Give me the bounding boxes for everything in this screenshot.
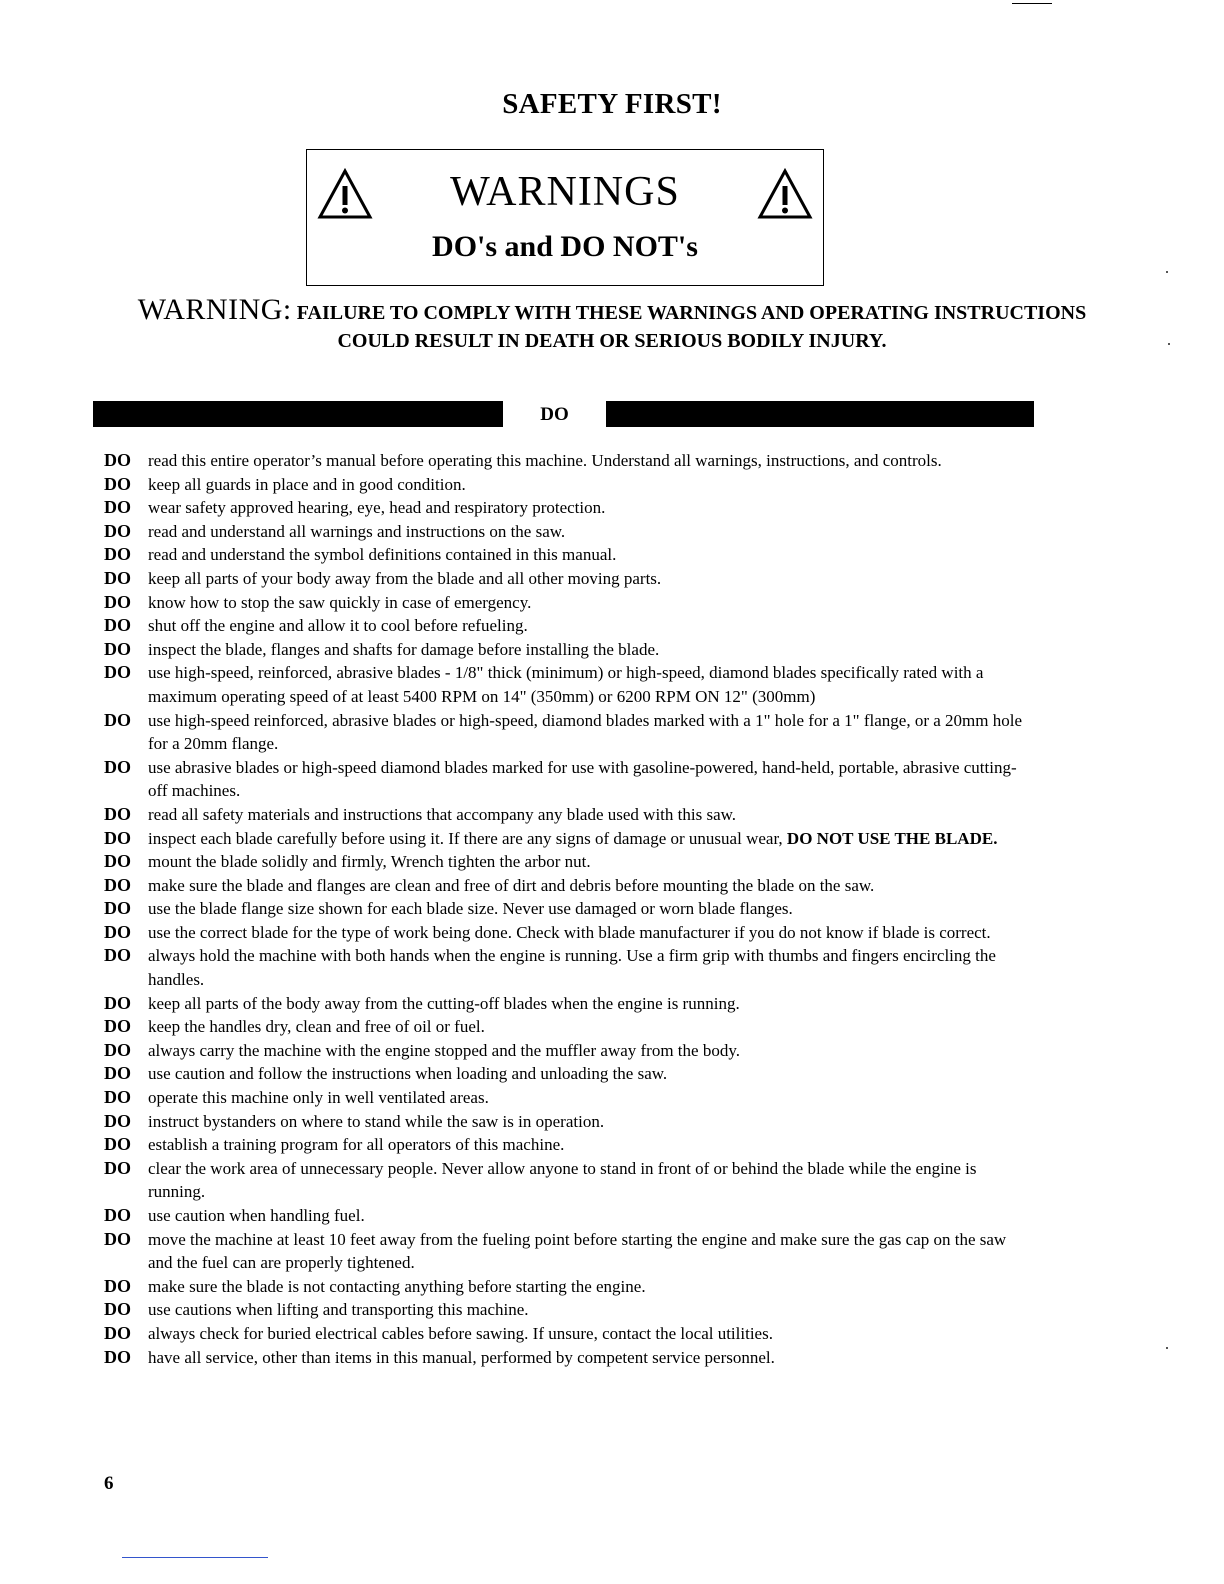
do-label: DO xyxy=(104,544,131,565)
do-text-emphasis: DO NOT USE THE BLADE. xyxy=(786,828,998,848)
do-text-body: shut off the engine and allow it to cool before refueling. xyxy=(148,616,528,636)
do-text-body: use the blade flange size shown for each blade size. Never use damaged or worn blade flanges. xyxy=(148,899,793,919)
do-item xyxy=(104,1204,1024,1228)
do-text xyxy=(148,1346,1024,1370)
do-text-body: instruct bystanders on where to stand while the saw is in operation. xyxy=(148,1111,605,1131)
do-text-body: use caution when handling fuel. xyxy=(148,1206,365,1225)
do-item xyxy=(104,1275,1024,1299)
do-label: DO xyxy=(104,921,131,942)
do-label: DO xyxy=(104,1228,131,1249)
do-item xyxy=(104,944,1024,991)
do-label: DO xyxy=(104,520,131,541)
do-text xyxy=(148,944,1024,991)
do-label: DO xyxy=(104,1346,131,1367)
scan-artifact xyxy=(1168,343,1170,345)
do-item xyxy=(104,1157,1024,1204)
do-label: DO xyxy=(104,898,131,919)
do-label: DO xyxy=(104,874,131,895)
do-text-body: read and understand the symbol definitions contained in this manual. xyxy=(148,545,617,565)
do-item xyxy=(104,921,1024,945)
do-text xyxy=(148,473,1024,497)
do-list xyxy=(104,449,1024,1369)
banner-bar-left xyxy=(93,401,503,427)
do-label: DO xyxy=(104,827,131,848)
do-label: DO xyxy=(104,1087,131,1108)
do-item xyxy=(104,496,1024,520)
do-text-body: clear the work area of unnecessary people. Never allow anyone to stand in front of or behind the blade while the engine is running. xyxy=(148,1158,977,1202)
do-label: DO xyxy=(104,1016,131,1037)
do-text xyxy=(148,543,1024,567)
do-label: DO xyxy=(104,1063,131,1084)
do-text xyxy=(148,567,1024,591)
do-item xyxy=(104,543,1024,567)
do-text-body: keep all guards in place and in good condition. xyxy=(148,474,466,494)
scan-artifact xyxy=(1166,271,1168,273)
do-item xyxy=(104,897,1024,921)
do-item xyxy=(104,1298,1024,1322)
do-item xyxy=(104,1086,1024,1110)
do-text xyxy=(148,638,1024,662)
do-label: DO xyxy=(104,1322,131,1343)
do-text-body: always check for buried electrical cables before sawing. If unsure, contact the local utilities. xyxy=(148,1323,773,1343)
do-label: DO xyxy=(104,1275,131,1296)
warnings-heading: WARNINGS xyxy=(450,169,680,215)
do-item xyxy=(104,591,1024,615)
scan-artifact xyxy=(1012,3,1052,4)
do-text xyxy=(148,496,1024,520)
do-item xyxy=(104,638,1024,662)
do-label: DO xyxy=(104,662,131,683)
do-label: DO xyxy=(104,1110,131,1131)
do-text xyxy=(148,921,1024,945)
do-text xyxy=(148,591,1024,615)
do-text-body: use high-speed reinforced, abrasive blades or high-speed, diamond blades marked with a 1" hole for a 1" flange, or a 20mm hole for a 20mm flange. xyxy=(148,710,1022,754)
do-text xyxy=(148,1204,1024,1228)
do-item xyxy=(104,1346,1024,1370)
do-item xyxy=(104,520,1024,544)
do-label: DO xyxy=(104,1039,131,1060)
do-item xyxy=(104,803,1024,827)
do-text xyxy=(148,1322,1024,1346)
warning-lead: WARNING: xyxy=(137,293,292,326)
do-text-body: inspect each blade carefully before using it. If there are any signs of damage or unusual wear, xyxy=(148,828,787,848)
do-item xyxy=(104,1062,1024,1086)
do-text-body: know how to stop the saw quickly in case of emergency. xyxy=(148,592,532,612)
do-item xyxy=(104,661,1024,708)
do-label: DO xyxy=(104,591,131,612)
do-text-body: always carry the machine with the engine stopped and the muffler away from the body. xyxy=(148,1040,740,1060)
do-label: DO xyxy=(104,851,131,872)
do-text xyxy=(148,992,1024,1016)
do-label: DO xyxy=(104,1205,131,1225)
do-item xyxy=(104,449,1024,473)
do-text xyxy=(148,1228,1024,1275)
do-item xyxy=(104,1110,1024,1134)
do-item xyxy=(104,1228,1024,1275)
do-text-body: wear safety approved hearing, eye, head and respiratory protection. xyxy=(148,498,606,518)
warnings-box xyxy=(306,149,824,286)
do-label: DO xyxy=(104,450,131,470)
do-text-body: keep the handles dry, clean and free of oil or fuel. xyxy=(148,1017,485,1037)
do-item xyxy=(104,1322,1024,1346)
do-text-body: keep all parts of your body away from the blade and all other moving parts. xyxy=(148,568,662,588)
do-text xyxy=(148,1157,1024,1204)
do-text-body: mount the blade solidly and firmly, Wrench tighten the arbor nut. xyxy=(148,852,591,872)
warning-text: FAILURE TO COMPLY WITH THESE WARNINGS AND OPERATING INSTRUCTIONS COULD RESULT IN DEATH OR SERIOUS BODILY INJURY. xyxy=(291,302,1087,352)
do-label: DO xyxy=(104,615,131,636)
page-number: 6 xyxy=(104,1473,114,1494)
do-label: DO xyxy=(104,803,131,824)
do-item xyxy=(104,1133,1024,1157)
do-text xyxy=(148,1039,1024,1063)
do-item xyxy=(104,850,1024,874)
do-label: DO xyxy=(104,497,131,518)
do-item xyxy=(104,1039,1024,1063)
do-text xyxy=(148,756,1024,803)
do-text-body: have all service, other than items in this manual, performed by competent service personnel. xyxy=(148,1347,775,1367)
do-text-body: use high-speed, reinforced, abrasive blades - 1/8" thick (minimum) or high-speed, diamond blades specifically rated with a maximum operating speed of at least 5400 RPM on 14" (350mm) or 6200 RPM ON 12" (300mm) xyxy=(148,663,984,706)
do-text-body: establish a training program for all operators of this machine. xyxy=(148,1135,565,1155)
do-text xyxy=(148,614,1024,638)
do-text-body: make sure the blade and flanges are clean and free of dirt and debris before mounting the blade on the saw. xyxy=(148,875,875,895)
do-label: DO xyxy=(104,567,131,588)
do-text xyxy=(148,449,1024,473)
do-text xyxy=(148,1062,1024,1086)
do-text-body: use cautions when lifting and transporting this machine. xyxy=(148,1300,529,1320)
page-title: SAFETY FIRST! xyxy=(502,88,722,120)
dos-and-donts-subheading: DO's and DO NOT's xyxy=(432,230,698,263)
do-text-body: always hold the machine with both hands when the engine is running. Use a firm grip with thumbs and fingers encircling the handles. xyxy=(148,946,996,990)
do-text xyxy=(148,1086,1024,1110)
do-item xyxy=(104,709,1024,756)
do-text-body: read all safety materials and instructions that accompany any blade used with this saw. xyxy=(148,804,737,824)
do-item xyxy=(104,1015,1024,1039)
do-text-body: move the machine at least 10 feet away from the fueling point before starting the engine and make sure the gas cap on the saw and the fuel can are properly tightened. xyxy=(148,1229,1007,1273)
do-text xyxy=(148,874,1024,898)
do-text-body: read this entire operator’s manual before operating this machine. Understand all warnings, instructions, and controls. xyxy=(148,451,942,470)
do-item xyxy=(104,874,1024,898)
do-text xyxy=(148,1275,1024,1299)
do-label: DO xyxy=(104,756,131,777)
scan-artifact xyxy=(1166,1347,1168,1349)
do-item xyxy=(104,567,1024,591)
section-label-do: DO xyxy=(540,404,569,425)
do-text-body: read and understand all warnings and instructions on the saw. xyxy=(148,521,566,541)
do-label: DO xyxy=(104,992,131,1013)
do-item xyxy=(104,473,1024,497)
do-label: DO xyxy=(104,1299,131,1320)
do-item xyxy=(104,827,1024,851)
do-label: DO xyxy=(104,638,131,659)
do-text-body: use caution and follow the instructions when loading and unloading the saw. xyxy=(148,1064,668,1084)
do-text-body: operate this machine only in well ventilated areas. xyxy=(148,1088,489,1108)
do-item xyxy=(104,992,1024,1016)
do-text-body: make sure the blade is not contacting anything before starting the engine. xyxy=(148,1276,646,1296)
warning-triangle-icon xyxy=(757,168,813,220)
do-label: DO xyxy=(104,945,131,966)
scan-artifact xyxy=(122,1557,268,1558)
do-text xyxy=(148,709,1024,756)
do-item xyxy=(104,614,1024,638)
do-text xyxy=(148,803,1024,827)
do-text xyxy=(148,850,1024,874)
do-text-body: inspect the blade, flanges and shafts for damage before installing the blade. xyxy=(148,639,660,659)
do-text xyxy=(148,661,1024,708)
do-text xyxy=(148,1298,1024,1322)
do-item xyxy=(104,756,1024,803)
do-label: DO xyxy=(104,1134,131,1155)
do-text-body: use the correct blade for the type of work being done. Check with blade manufacturer if you do not know if blade is correct. xyxy=(148,922,991,942)
do-text xyxy=(148,1015,1024,1039)
do-text-body: use abrasive blades or high-speed diamond blades marked for use with gasoline-powered, hand-held, portable, abrasive cutting-off machines. xyxy=(148,757,1017,801)
do-label: DO xyxy=(104,709,131,730)
banner-bar-right xyxy=(606,401,1034,427)
do-text xyxy=(148,520,1024,544)
do-text-body: keep all parts of the body away from the cutting-off blades when the engine is running. xyxy=(148,993,740,1013)
warning-statement xyxy=(100,293,1124,355)
do-text xyxy=(148,897,1024,921)
do-text xyxy=(148,1133,1024,1157)
do-label: DO xyxy=(104,1157,131,1178)
do-text xyxy=(148,1110,1024,1134)
do-text xyxy=(148,827,1024,851)
do-label: DO xyxy=(104,473,131,494)
